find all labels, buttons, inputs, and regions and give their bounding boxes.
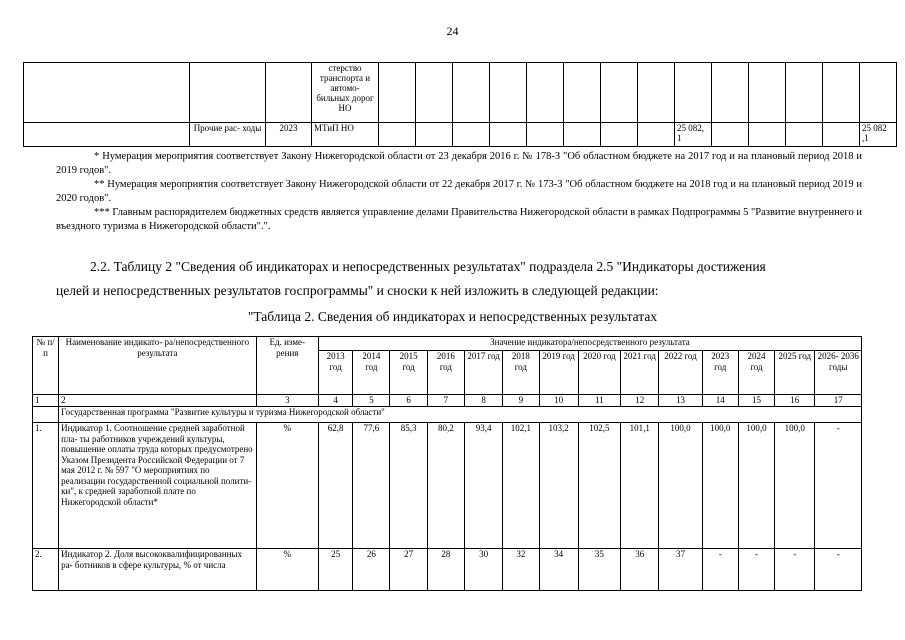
value-cell: - (815, 549, 862, 591)
year-header: 2019 год (539, 351, 578, 395)
value-cell: 27 (390, 549, 427, 591)
value-cell: 77,6 (353, 423, 390, 549)
name-cell: Прочие рас- ходы (190, 123, 266, 147)
value-cell: 35 (578, 549, 620, 591)
value-cell: 100,0 (659, 423, 702, 549)
value-cell: 62,8 (319, 423, 353, 549)
value-cell: 25 082, 1 (675, 123, 712, 147)
year-header: 2020 год (578, 351, 620, 395)
col-number: 6 (390, 395, 427, 407)
value-cell: 36 (621, 549, 659, 591)
value-cell: 25 (319, 549, 353, 591)
num-header: № п/п (33, 337, 59, 395)
column-numbers-row (33, 395, 862, 407)
indicator-name: Индикатор 2. Доля высококвалифицированных ра- ботников в сфере культуры, % от числа (59, 549, 256, 591)
col-number: 11 (578, 395, 620, 407)
unit-cell: % (256, 423, 318, 549)
value-cell: 93,4 (464, 423, 502, 549)
program-title: Государственная программа "Развитие культуры и туризма Нижегородской области" (59, 407, 862, 423)
value-cell: - (775, 549, 815, 591)
value-cell: 28 (427, 549, 464, 591)
value-cell: 37 (659, 549, 702, 591)
year-header: 2018 год (503, 351, 539, 395)
top-table (23, 62, 897, 147)
table-row (24, 63, 897, 123)
unit-header: Ед. изме- рения (256, 337, 318, 395)
col-number: 17 (815, 395, 862, 407)
page-number: 24 (446, 24, 459, 38)
value-cell: 100,0 (738, 423, 774, 549)
col-number: 12 (621, 395, 659, 407)
row-number: 2. (33, 549, 59, 591)
col-number: 9 (503, 395, 539, 407)
value-cell: 103,2 (539, 423, 578, 549)
table-row (33, 549, 862, 591)
amendment-paragraph (56, 255, 862, 303)
row-number: 1. (33, 423, 59, 549)
year-header: 2015 год (390, 351, 427, 395)
col-number: 7 (427, 395, 464, 407)
year-header: 2017 год (464, 351, 502, 395)
col-number: 16 (775, 395, 815, 407)
year-header: 2022 год (659, 351, 702, 395)
value-cell: 26 (353, 549, 390, 591)
values-header: Значение индикатора/непосредственного результата (319, 337, 862, 351)
year-header: 2023 год (702, 351, 738, 395)
col-number: 3 (256, 395, 318, 407)
col-number: 15 (738, 395, 774, 407)
paragraph-line-2: целей и непосредственных результатов госпрограммы" и сноски к ней изложить в следующей редакции: (56, 283, 659, 298)
year-header: 2025 год (775, 351, 815, 395)
year-header: 2013 год (319, 351, 353, 395)
value-cell: 100,0 (702, 423, 738, 549)
responsible-cell: стерство транспорта и автомо- бильных дорог НО (312, 63, 379, 123)
col-number: 14 (702, 395, 738, 407)
year-header: 2026- 2036 годы (815, 351, 862, 395)
indicator-name: Индикатор 1. Соотношение средней заработной пла- ты работников учреждений культуры, повышение оплаты труда которых предусмотрено Указом Президента Российской Федерации от 7 мая 2012 г. № 597 "О мероприятиях по реализации государственной социальной полити- ки", к средней заработной плате по Нижегородской области* (59, 423, 256, 549)
year-header: 2014 год (353, 351, 390, 395)
col-number: 2 (59, 395, 256, 407)
program-row (33, 407, 862, 423)
header-row (33, 337, 862, 351)
unit-cell: % (256, 549, 318, 591)
value-cell: 102,1 (503, 423, 539, 549)
footnote-1: * Нумерация мероприятия соответствует Закону Нижегородской области от 23 декабря 2016 г. № 178-З "Об областном бюджете на 2017 год и на плановый период 2018 и 2019 годов". (56, 151, 862, 176)
footnote-2: ** Нумерация мероприятия соответствует Закону Нижегородской области от 22 декабря 2017 г. № 173-З "Об областном бюджете на 2018 год и на плановый период 2019 и 2020 годов". (56, 179, 862, 204)
year-cell: 2023 (266, 123, 312, 147)
paragraph-line-1: 2.2. Таблицу 2 "Сведения об индикаторах и непосредственных результатах" подраздела 2.5 "Индикаторы достижения (90, 259, 766, 274)
footnotes (56, 150, 862, 234)
col-number: 5 (353, 395, 390, 407)
year-header: 2016 год (427, 351, 464, 395)
indicators-table (32, 336, 862, 591)
responsible-cell: МТиП НО (312, 123, 379, 147)
col-number: 1 (33, 395, 59, 407)
year-header: 2024 год (738, 351, 774, 395)
col-number: 13 (659, 395, 702, 407)
value-cell: 101,1 (621, 423, 659, 549)
value-cell: - (815, 423, 862, 549)
value-cell: 25 082 ,1 (860, 123, 897, 147)
value-cell: - (702, 549, 738, 591)
value-cell: 80,2 (427, 423, 464, 549)
value-cell: 85,3 (390, 423, 427, 549)
year-header: 2021 год (621, 351, 659, 395)
value-cell: 32 (503, 549, 539, 591)
value-cell: - (738, 549, 774, 591)
col-number: 10 (539, 395, 578, 407)
table-title: "Таблица 2. Сведения об индикаторах и непосредственных результатах (247, 309, 658, 324)
value-cell: 30 (464, 549, 502, 591)
footnote-3: *** Главным распорядителем бюджетных средств является управление делами Правительства Нижегородской области в рамках Подпрограммы 5 "Развитие внутреннего и въездного туризма в Нижегородской области".". (56, 207, 862, 232)
table-row (24, 123, 897, 147)
table-row (33, 423, 862, 549)
value-cell: 34 (539, 549, 578, 591)
col-number: 4 (319, 395, 353, 407)
name-header: Наименование индикато- ра/непосредственного результата (59, 337, 256, 395)
col-number: 8 (464, 395, 502, 407)
value-cell: 100,0 (775, 423, 815, 549)
value-cell: 102,5 (578, 423, 620, 549)
